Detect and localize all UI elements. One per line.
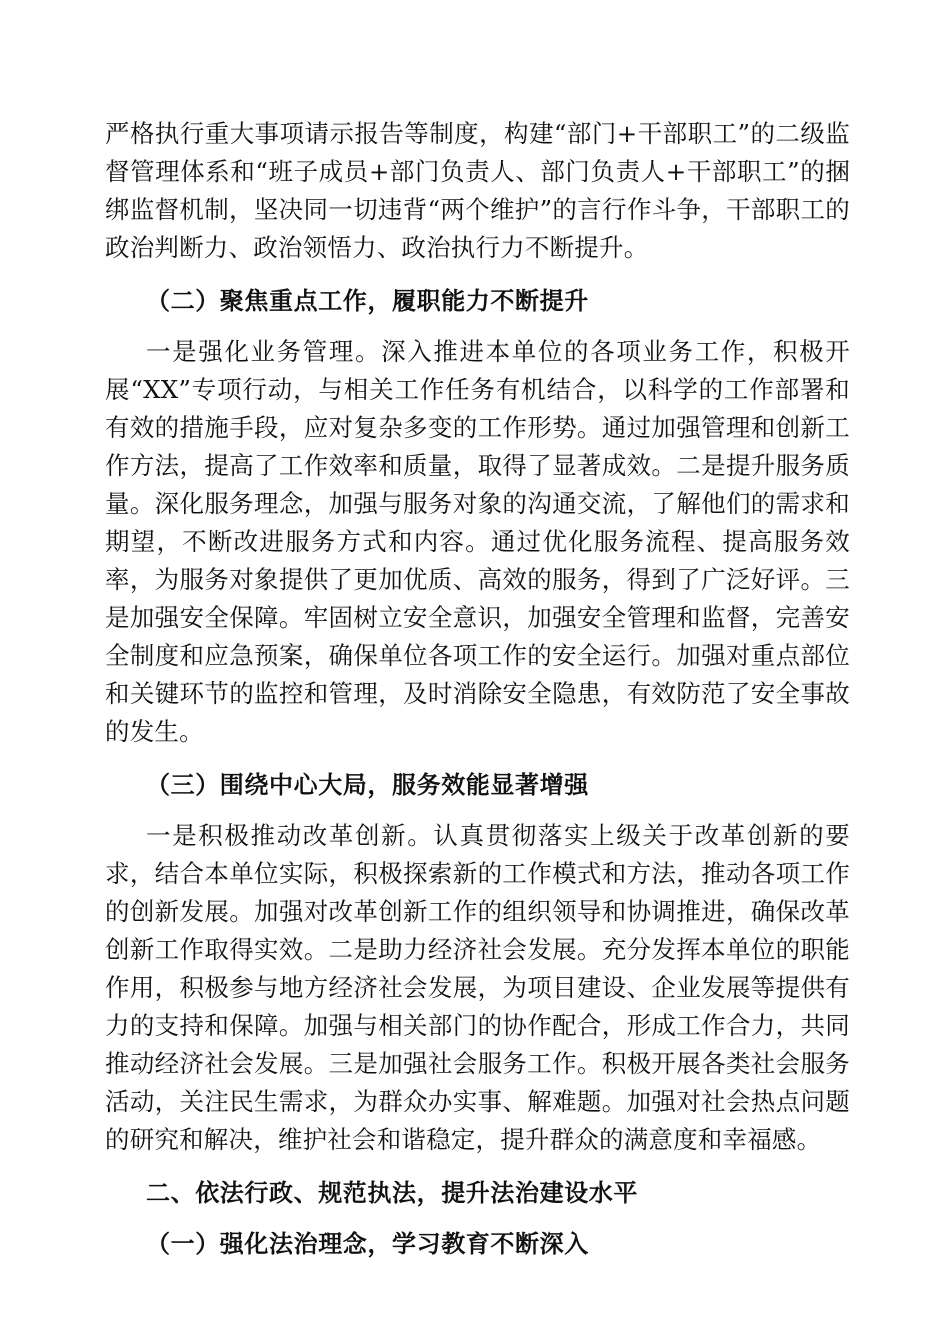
section-heading: 二、依法行政、规范执法，提升法治建设水平 bbox=[146, 1179, 638, 1207]
body-paragraph: 一是强化业务管理。深入推进本单位的各项业务工作，积极开展“XX”专项行动，与相关工作任务有机结合，以科学的工作部署和有效的措施手段，应对复杂多变的工作形势。通过加强管理和创新工作方法，提高了工作效率和质量，取得了显著成效。二是提升服务质量。深化服务理念，加强与服务对象的沟通交流，了解他们的需求和期望，不断改进服务方式和内容。通过优化服务流程、提高服务效率，为服务对象提供了更加优质、高效的服务，得到了广泛好评。三是加强安全保障。牢固树立安全意识，加强安全管理和监督，完善安全制度和应急预案，确保单位各项工作的安全运行。加强对重点部位和关键环节的监控和管理，及时消除安全隐患，有效防范了安全事故的发生。 bbox=[105, 337, 850, 746]
spacer bbox=[105, 320, 850, 333]
spacer bbox=[105, 751, 850, 766]
document-page bbox=[105, 115, 850, 1263]
subsection-heading: （三）围绕中心大局，服务效能显著增强 bbox=[146, 771, 589, 799]
spacer bbox=[105, 1159, 850, 1174]
spacer bbox=[105, 804, 850, 817]
spacer bbox=[105, 267, 850, 282]
subsection-heading: （二）聚焦重点工作，履职能力不断提升 bbox=[146, 287, 589, 315]
spacer bbox=[105, 1212, 850, 1225]
subsection-heading: （一）强化法治理念，学习教育不断深入 bbox=[146, 1230, 589, 1258]
body-paragraph: 严格执行重大事项请示报告等制度，构建“部门+干部职工”的二级监督管理体系和“班子成员+部门负责人、部门负责人+干部职工”的捆绑监督机制，坚决同一切违背“两个维护”的言行作斗争，干部职工的政治判断力、政治领悟力、政治执行力不断提升。 bbox=[105, 119, 850, 262]
body-paragraph: 一是积极推动改革创新。认真贯彻落实上级关于改革创新的要求，结合本单位实际，积极探索新的工作模式和方法，推动各项工作的创新发展。加强对改革创新工作的组织领导和协调推进，确保改革创新工作取得实效。二是助力经济社会发展。充分发挥本单位的职能作用，积极参与地方经济社会发展，为项目建设、企业发展等提供有力的支持和保障。加强与相关部门的协作配合，形成工作合力，共同推动经济社会发展。三是加强社会服务工作。积极开展各类社会服务活动，关注民生需求，为群众办实事、解难题。加强对社会热点问题的研究和解决，维护社会和谐稳定，提升群众的满意度和幸福感。 bbox=[105, 821, 850, 1154]
